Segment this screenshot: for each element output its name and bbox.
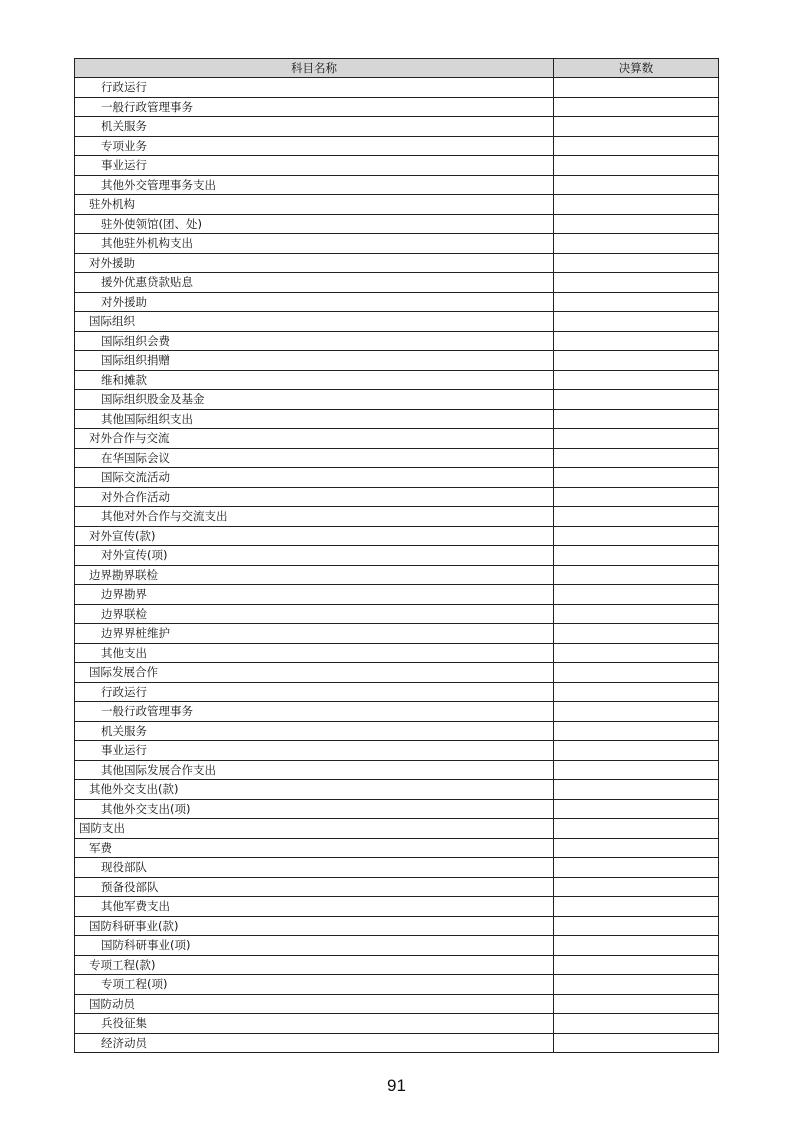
table-row	[75, 117, 719, 137]
final-amount-cell	[554, 292, 719, 312]
final-amount-cell	[554, 994, 719, 1014]
table-header-row	[75, 59, 719, 78]
table-row	[75, 78, 719, 98]
subject-name-cell: 其他驻外机构支出	[75, 234, 554, 254]
subject-name-cell: 其他军费支出	[75, 897, 554, 917]
table-row	[75, 370, 719, 390]
table-row	[75, 702, 719, 722]
header-final-amount: 决算数	[554, 59, 719, 78]
final-amount-cell	[554, 507, 719, 527]
subject-name-cell: 国防动员	[75, 994, 554, 1014]
subject-name-cell: 其他外交支出(项)	[75, 799, 554, 819]
final-amount-cell	[554, 1033, 719, 1053]
final-amount-cell	[554, 175, 719, 195]
subject-name-cell: 经济动员	[75, 1033, 554, 1053]
table-row	[75, 877, 719, 897]
table-row	[75, 936, 719, 956]
table-row	[75, 897, 719, 917]
final-amount-cell	[554, 253, 719, 273]
final-amount-cell	[554, 741, 719, 761]
subject-name-cell: 国际交流活动	[75, 468, 554, 488]
final-amount-cell	[554, 409, 719, 429]
table-row	[75, 643, 719, 663]
table-row	[75, 955, 719, 975]
subject-name-cell: 国际组织股金及基金	[75, 390, 554, 410]
subject-name-cell: 预备役部队	[75, 877, 554, 897]
subject-name-cell: 专项工程(款)	[75, 955, 554, 975]
subject-name-cell: 一般行政管理事务	[75, 702, 554, 722]
final-amount-cell	[554, 546, 719, 566]
subject-name-cell: 机关服务	[75, 117, 554, 137]
subject-name-cell: 事业运行	[75, 156, 554, 176]
table-row	[75, 1033, 719, 1053]
subject-name-cell: 事业运行	[75, 741, 554, 761]
table-row	[75, 994, 719, 1014]
table-row	[75, 175, 719, 195]
final-amount-cell	[554, 897, 719, 917]
table-row	[75, 975, 719, 995]
final-amount-cell	[554, 273, 719, 293]
final-amount-cell	[554, 312, 719, 332]
table-row	[75, 156, 719, 176]
subject-name-cell: 国际组织会费	[75, 331, 554, 351]
final-amount-cell	[554, 429, 719, 449]
table-row	[75, 624, 719, 644]
table-row	[75, 760, 719, 780]
final-amount-cell	[554, 936, 719, 956]
final-amount-cell	[554, 916, 719, 936]
subject-name-cell: 援外优惠贷款贴息	[75, 273, 554, 293]
final-amount-cell	[554, 331, 719, 351]
table-row	[75, 214, 719, 234]
table-row	[75, 136, 719, 156]
subject-name-cell: 其他外交支出(款)	[75, 780, 554, 800]
page-number: 91	[387, 1076, 406, 1095]
final-amount-cell	[554, 702, 719, 722]
subject-name-cell: 对外合作与交流	[75, 429, 554, 449]
final-amount-cell	[554, 760, 719, 780]
final-amount-cell	[554, 448, 719, 468]
subject-name-cell: 一般行政管理事务	[75, 97, 554, 117]
table-row	[75, 351, 719, 371]
table-row	[75, 780, 719, 800]
table-row	[75, 448, 719, 468]
table-row	[75, 546, 719, 566]
final-amount-cell	[554, 136, 719, 156]
table-row	[75, 253, 719, 273]
final-amount-cell	[554, 877, 719, 897]
subject-name-cell: 行政运行	[75, 78, 554, 98]
table-row	[75, 858, 719, 878]
final-amount-cell	[554, 526, 719, 546]
table-row	[75, 468, 719, 488]
table-row	[75, 1014, 719, 1034]
subject-name-cell: 国防支出	[75, 819, 554, 839]
table-row	[75, 234, 719, 254]
subject-name-cell: 边界界桩维护	[75, 624, 554, 644]
table-row	[75, 292, 719, 312]
final-amount-cell	[554, 643, 719, 663]
subject-name-cell: 边界勘界联检	[75, 565, 554, 585]
subject-name-cell: 其他国际组织支出	[75, 409, 554, 429]
subject-name-cell: 其他对外合作与交流支出	[75, 507, 554, 527]
final-amount-cell	[554, 195, 719, 215]
final-amount-cell	[554, 819, 719, 839]
final-amount-cell	[554, 975, 719, 995]
table-row	[75, 409, 719, 429]
table-row	[75, 721, 719, 741]
table-row	[75, 838, 719, 858]
header-subject-name: 科目名称	[75, 59, 554, 78]
table-row	[75, 331, 719, 351]
subject-name-cell: 驻外机构	[75, 195, 554, 215]
subject-name-cell: 在华国际会议	[75, 448, 554, 468]
subject-name-cell: 兵役征集	[75, 1014, 554, 1034]
table-row	[75, 273, 719, 293]
final-amount-cell	[554, 780, 719, 800]
subject-name-cell: 边界勘界	[75, 585, 554, 605]
subject-name-cell: 其他支出	[75, 643, 554, 663]
subject-name-cell: 国际发展合作	[75, 663, 554, 683]
final-amount-cell	[554, 97, 719, 117]
subject-name-cell: 其他国际发展合作支出	[75, 760, 554, 780]
table-row	[75, 487, 719, 507]
subject-name-cell: 国防科研事业(款)	[75, 916, 554, 936]
table-row	[75, 312, 719, 332]
subject-name-cell: 驻外使领馆(团、处)	[75, 214, 554, 234]
subject-name-cell: 维和摊款	[75, 370, 554, 390]
table-row	[75, 663, 719, 683]
table-row	[75, 429, 719, 449]
table-row	[75, 741, 719, 761]
final-amount-cell	[554, 721, 719, 741]
subject-name-cell: 对外援助	[75, 292, 554, 312]
subject-name-cell: 现役部队	[75, 858, 554, 878]
subject-name-cell: 对外合作活动	[75, 487, 554, 507]
final-amount-cell	[554, 370, 719, 390]
subject-name-cell: 边界联检	[75, 604, 554, 624]
table-row	[75, 585, 719, 605]
final-amount-cell	[554, 1014, 719, 1034]
final-amount-cell	[554, 78, 719, 98]
subject-name-cell: 国际组织	[75, 312, 554, 332]
final-amount-cell	[554, 682, 719, 702]
table-body	[75, 78, 719, 1053]
final-amount-cell	[554, 663, 719, 683]
final-amount-cell	[554, 351, 719, 371]
table-row	[75, 390, 719, 410]
subject-name-cell: 对外宣传(款)	[75, 526, 554, 546]
subject-name-cell: 军费	[75, 838, 554, 858]
final-amount-cell	[554, 565, 719, 585]
table-row	[75, 526, 719, 546]
final-amount-cell	[554, 624, 719, 644]
final-amount-cell	[554, 585, 719, 605]
subject-name-cell: 机关服务	[75, 721, 554, 741]
final-amount-cell	[554, 955, 719, 975]
table-row	[75, 819, 719, 839]
final-amount-cell	[554, 838, 719, 858]
table-row	[75, 916, 719, 936]
final-amount-cell	[554, 214, 719, 234]
table-row	[75, 604, 719, 624]
final-amount-cell	[554, 604, 719, 624]
final-amount-cell	[554, 234, 719, 254]
final-amount-cell	[554, 487, 719, 507]
final-amount-cell	[554, 156, 719, 176]
table-row	[75, 507, 719, 527]
table-row	[75, 195, 719, 215]
final-amount-cell	[554, 390, 719, 410]
final-amount-cell	[554, 799, 719, 819]
final-amount-cell	[554, 468, 719, 488]
table-row	[75, 565, 719, 585]
table-row	[75, 799, 719, 819]
final-amount-cell	[554, 858, 719, 878]
subject-name-cell: 其他外交管理事务支出	[75, 175, 554, 195]
table-row	[75, 682, 719, 702]
subject-name-cell: 专项工程(项)	[75, 975, 554, 995]
subject-name-cell: 专项业务	[75, 136, 554, 156]
subject-name-cell: 国防科研事业(项)	[75, 936, 554, 956]
subject-name-cell: 国际组织捐赠	[75, 351, 554, 371]
subject-name-cell: 对外宣传(项)	[75, 546, 554, 566]
subject-name-cell: 行政运行	[75, 682, 554, 702]
subject-name-cell: 对外援助	[75, 253, 554, 273]
budget-table	[74, 58, 719, 1053]
final-amount-cell	[554, 117, 719, 137]
budget-table-container	[74, 58, 718, 1053]
table-row	[75, 97, 719, 117]
